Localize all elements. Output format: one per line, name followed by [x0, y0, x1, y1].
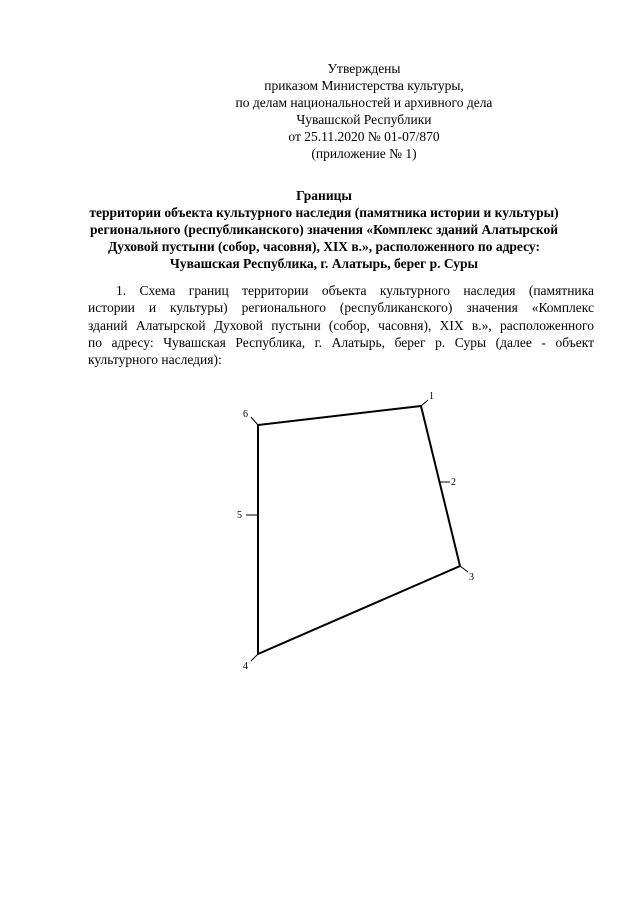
point-label-6: 6 — [243, 409, 248, 420]
approval-line-4: Чувашской Республики — [296, 112, 432, 127]
approval-line-3: по делам национальностей и архивного дела — [235, 95, 493, 110]
title-line-2: территории объекта культурного наследия (памятника истории и культуры) — [89, 205, 559, 220]
point-4-leader — [251, 654, 258, 661]
point-1-leader — [421, 400, 428, 406]
title-line-5: Чувашская Республика, г. Алатырь, берег р. Суры — [169, 256, 479, 271]
approval-line-6: (приложение № 1) — [311, 146, 417, 161]
paragraph-line-5: культурного наследия): — [88, 352, 222, 368]
title-line-4: Духовой пустыни (собор, часовня), XIX в.», расположенного по адресу: — [108, 239, 540, 254]
title-line-3: регионального (республиканского) значения «Комплекс зданий Алатырской — [89, 222, 559, 237]
boundary-polygon — [258, 406, 460, 654]
approval-line-2: приказом Министерства культуры, — [264, 78, 464, 93]
paragraph-line-4: по адресу: Чувашская Республика, г. Алатырь, берег р. Суры (далее - объект — [88, 334, 594, 350]
paragraph-line-2: истории и культуры) регионального (республиканского) значения «Комплекс — [88, 300, 594, 316]
point-label-5: 5 — [237, 510, 242, 521]
title-line-1: Границы — [296, 188, 352, 203]
point-label-1: 1 — [429, 391, 434, 402]
approval-line-5: от 25.11.2020 № 01-07/870 — [288, 129, 440, 144]
approval-line-1: Утверждены — [327, 61, 401, 76]
paragraph-line-1: 1. Схема границ территории объекта культурного наследия (памятника — [116, 283, 594, 298]
point-label-2: 2 — [451, 477, 456, 488]
point-3-leader — [460, 566, 468, 572]
point-6-leader — [251, 417, 258, 425]
point-label-4: 4 — [243, 661, 248, 672]
paragraph-line-3: зданий Алатырской Духовой пустыни (собор, часовня), XIX в.», расположенного — [88, 317, 594, 333]
point-label-3: 3 — [469, 572, 474, 583]
